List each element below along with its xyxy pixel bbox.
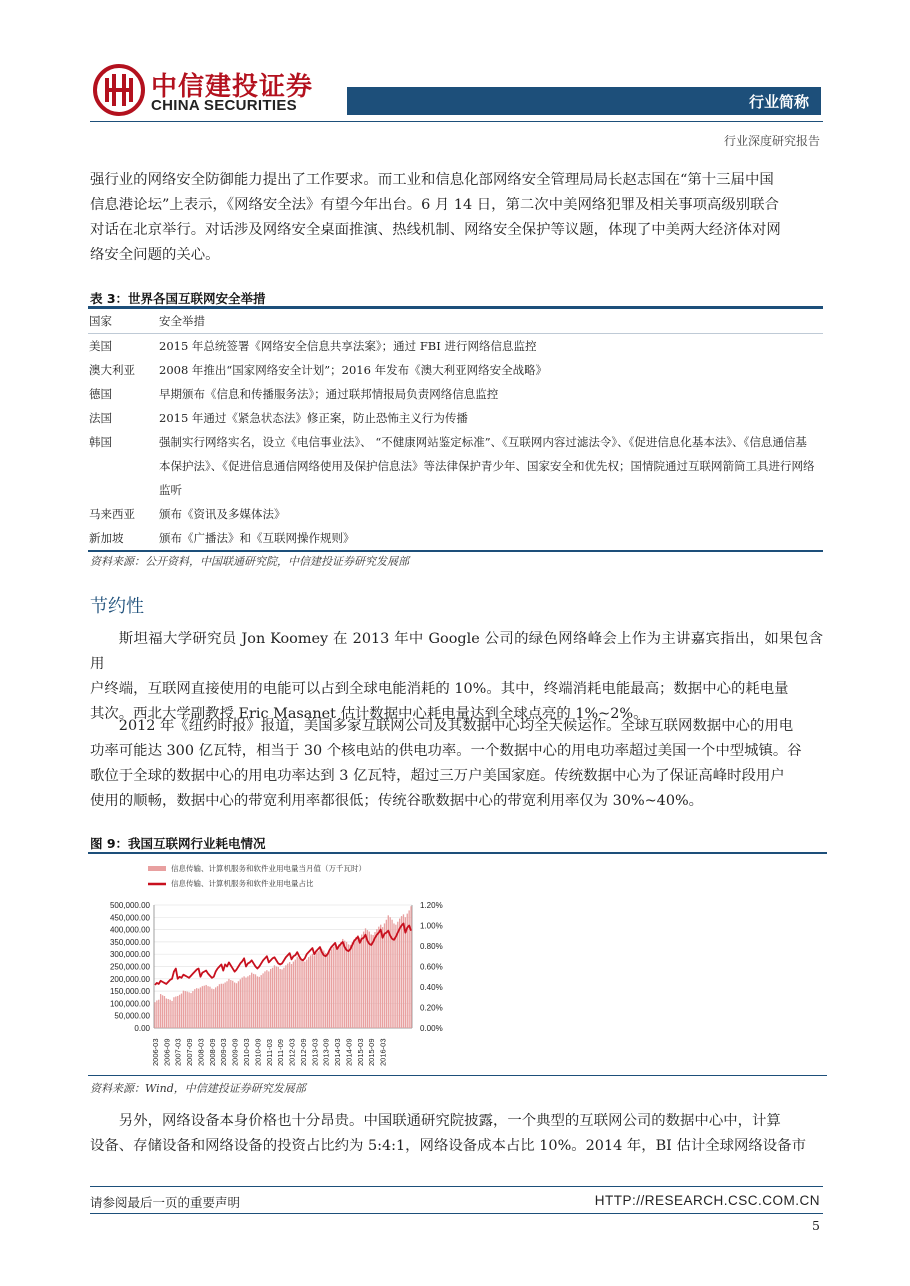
footer-notice: 请参阅最后一页的重要声明 xyxy=(90,1195,241,1210)
left-tick-label: 50,000.00 xyxy=(114,1011,150,1021)
legend-label: 信息传输、计算机服务和软件业用电量当月值（万千瓦时） xyxy=(171,864,366,873)
chart-bar xyxy=(226,981,227,1028)
chart-bar xyxy=(187,992,188,1028)
chart-bar xyxy=(295,960,296,1028)
chart-bar xyxy=(181,994,182,1028)
table-row xyxy=(88,334,823,359)
chart-bar xyxy=(304,962,305,1028)
chart-bar xyxy=(168,999,169,1028)
chart-bar xyxy=(243,976,244,1028)
chart-bar xyxy=(363,932,364,1028)
chart-bar xyxy=(257,976,258,1028)
chart-bar xyxy=(399,919,400,1028)
x-tick-label: 2007-03 xyxy=(173,1038,183,1066)
x-tick-label: 2012-03 xyxy=(287,1038,297,1066)
text-line: 其次。西北大学副教授 Eric Masanet 估计数据中心耗电量达到全球点亮的 1%~2%。 xyxy=(90,706,648,722)
chart-bar xyxy=(365,928,366,1028)
chart-bar xyxy=(207,986,208,1028)
x-tick-label: 2013-09 xyxy=(321,1038,331,1066)
text-line: 络安全问题的关心。 xyxy=(90,247,220,263)
x-tick-label: 2009-09 xyxy=(230,1038,240,1066)
paragraph-network-security xyxy=(90,168,823,268)
x-tick-label: 2011-09 xyxy=(276,1039,286,1066)
chart-bar xyxy=(314,955,315,1028)
left-tick-label: 200,000.00 xyxy=(109,974,150,984)
chart-bar xyxy=(270,969,271,1028)
row-country: 马来西亚 xyxy=(89,507,135,521)
chart-bar xyxy=(323,951,324,1028)
x-tick-label: 2010-03 xyxy=(242,1038,252,1066)
figure-source: 资料来源：Wind，中信建投证券研究发展部 xyxy=(90,1082,306,1095)
chart-bar xyxy=(382,927,383,1028)
chart-bar xyxy=(156,1000,157,1028)
chart-bar xyxy=(380,925,381,1028)
chart-bar xyxy=(160,994,161,1028)
chart-bar xyxy=(319,948,320,1028)
chart-bar xyxy=(289,962,290,1028)
chart-bar xyxy=(238,981,239,1028)
chart-bar xyxy=(384,923,385,1028)
chart-bar xyxy=(397,922,398,1028)
chart-bar xyxy=(372,935,373,1028)
chart-bar xyxy=(188,992,189,1028)
chart-bar xyxy=(230,980,231,1028)
chart-bar xyxy=(200,987,201,1028)
chart-bar xyxy=(198,989,199,1028)
paragraph-energy-consumption xyxy=(90,627,823,727)
chart-bar xyxy=(342,939,343,1028)
chart-bar xyxy=(329,952,330,1028)
table-row xyxy=(88,358,823,382)
chart-bar xyxy=(340,942,341,1028)
chart-bar xyxy=(378,927,379,1028)
row-measure: 2015 年通过《紧急状态法》修正案，防止恐怖主义行为传播 xyxy=(159,411,468,425)
chart-bar xyxy=(410,906,411,1028)
row-measure: 强制实行网络实名，设立《电信事业法》、 “不健康网站鉴定标准”、《互联网内容过滤法令》、《促进信息化基本法》、《信息通信基本保护法》、《促进信息通信网络使用及保护信息法》等法律保护青少年、国家安全和优先权；国情院通过互联网箭筒工具进行网络监听 xyxy=(159,435,815,497)
text-line: 设备、存储设备和网络设备的投资占比约为 5:4:1，网络设备成本占比 10%。2014 年，BI 估计全球网络设备市 xyxy=(90,1138,806,1154)
chart-bar xyxy=(274,965,275,1028)
table-title: 表 3：世界各国互联网安全举措 xyxy=(90,291,266,306)
chart-bar xyxy=(190,993,191,1028)
figure-bottom-rule xyxy=(88,1075,827,1076)
right-axis-ticks xyxy=(420,901,443,1033)
text-line: 2012 年《纽约时报》报道，美国多家互联网公司及其数据中心均全天候运作。全球互联网数据中心的用电 xyxy=(118,718,794,734)
legend-label: 信息传输、计算机服务和软件业用电量占比 xyxy=(171,879,314,888)
row-measure: 2008 年推出“国家网络安全计划”；2016 年发布《澳大利亚网络安全战略》 xyxy=(159,363,548,377)
table-row xyxy=(88,430,823,502)
chart-bar xyxy=(348,944,349,1028)
x-tick-label: 2006-03 xyxy=(150,1038,160,1066)
chart-bar xyxy=(333,947,334,1028)
x-tick-label: 2008-09 xyxy=(207,1038,217,1066)
row-country: 韩国 xyxy=(89,435,112,449)
chart-bar xyxy=(293,962,294,1028)
chart-bar xyxy=(386,920,387,1028)
brand-name-cn: 中信建投证券 xyxy=(151,72,314,102)
footer-divider-2 xyxy=(90,1213,823,1214)
left-tick-label: 300,000.00 xyxy=(109,950,150,960)
chart-bar xyxy=(401,916,402,1028)
text-line: 歌位于全球的数据中心的用电功率达到 3 亿瓦特，超过三万户美国家庭。传统数据中心为了保证高峰时段用户 xyxy=(90,768,785,784)
x-tick-label: 2015-03 xyxy=(355,1038,365,1066)
chart-bar xyxy=(283,968,284,1028)
chart-bar xyxy=(287,964,288,1028)
chart-legend xyxy=(148,863,366,888)
chart-bar xyxy=(234,982,235,1028)
table-row xyxy=(88,526,823,551)
chart-bar xyxy=(355,937,356,1028)
brand-name-en: CHINA SECURITIES xyxy=(151,97,297,114)
row-country: 德国 xyxy=(89,387,112,401)
footer-url[interactable]: HTTP://RESEARCH.CSC.COM.CN xyxy=(594,1193,820,1208)
chart-bar xyxy=(302,961,303,1028)
left-tick-label: 150,000.00 xyxy=(109,987,150,997)
chart-bar xyxy=(272,968,273,1028)
left-tick-label: 250,000.00 xyxy=(109,962,150,972)
table-source: 资料来源：公开资料，中国联通研究院，中信建投证券研究发展部 xyxy=(90,555,409,568)
row-measure: 早期颁布《信息和传播服务法》；通过联邦情报局负责网络信息监控 xyxy=(159,387,499,401)
chart-bar xyxy=(224,982,225,1028)
section-heading: 节约性 xyxy=(90,596,144,617)
right-tick-label: 0.80% xyxy=(420,942,443,951)
left-tick-label: 0.00 xyxy=(134,1024,150,1033)
chart-bar xyxy=(228,979,229,1028)
chart-bar xyxy=(169,1000,170,1028)
chart-bar xyxy=(223,984,224,1028)
text-line: 另外，网络设备本身价格也十分昂贵。中国联通研究院披露，一个典型的互联网公司的数据中心中，计算 xyxy=(118,1113,781,1129)
chart-bar xyxy=(194,989,195,1028)
chart-bar xyxy=(405,917,406,1028)
chart-bar xyxy=(285,965,286,1028)
chart-bar xyxy=(261,975,262,1028)
chart-bar xyxy=(310,955,311,1028)
chart-bar xyxy=(177,996,178,1028)
row-country: 澳大利亚 xyxy=(89,363,135,377)
chart-bar xyxy=(158,1000,159,1028)
chart-bar xyxy=(281,969,282,1028)
chart-bar xyxy=(306,960,307,1028)
chart-bar xyxy=(276,967,277,1029)
right-tick-label: 1.20% xyxy=(420,901,443,910)
text-line: 强行业的网络安全防御能力提出了工作要求。而工业和信息化部网络安全管理局局长赵志国在“第十三届中国 xyxy=(90,172,774,188)
row-country: 美国 xyxy=(89,339,112,353)
chart-bar xyxy=(352,942,353,1028)
power-consumption-chart xyxy=(90,858,825,1072)
x-axis-ticks xyxy=(151,1038,388,1066)
header-bar xyxy=(347,87,821,115)
x-tick-label: 2011-03 xyxy=(264,1039,274,1066)
chart-bar xyxy=(251,973,252,1028)
chart-bar xyxy=(211,989,212,1028)
left-tick-label: 450,000.00 xyxy=(109,913,150,923)
chart-bar xyxy=(213,989,214,1028)
chart-bar xyxy=(209,987,210,1028)
paragraph-nyt-report xyxy=(90,714,823,814)
left-tick-label: 400,000.00 xyxy=(109,925,150,935)
chart-bar xyxy=(300,959,301,1028)
chart-bar xyxy=(192,991,193,1028)
x-tick-label: 2010-09 xyxy=(253,1038,263,1066)
footer-divider xyxy=(90,1186,823,1187)
chart-bar xyxy=(266,970,267,1028)
row-measure: 颁布《资讯及多媒体法》 xyxy=(159,507,286,521)
chart-bar xyxy=(317,951,318,1028)
chart-bar xyxy=(247,976,248,1028)
x-tick-label: 2013-03 xyxy=(310,1038,320,1066)
chart-bar xyxy=(253,974,254,1028)
row-country: 新加坡 xyxy=(88,526,159,551)
left-tick-label: 100,000.00 xyxy=(109,999,150,1009)
chart-bar xyxy=(371,935,372,1028)
x-tick-label: 2007-09 xyxy=(185,1038,195,1066)
chart-bar xyxy=(350,945,351,1028)
left-tick-label: 500,000.00 xyxy=(109,901,150,910)
chart-bar xyxy=(264,971,265,1028)
table-header-row xyxy=(88,309,823,334)
text-line: 户终端，互联网直接使用的电能可以占到全球电能消耗的 10%。其中，终端消耗电能最高；数据中心的耗电量 xyxy=(90,681,789,697)
x-tick-label: 2012-09 xyxy=(298,1038,308,1066)
x-tick-label: 2014-03 xyxy=(333,1038,343,1066)
chart-bar xyxy=(395,925,396,1028)
chart-bar xyxy=(175,997,176,1028)
right-tick-label: 0.00% xyxy=(420,1024,443,1033)
chart-bar xyxy=(217,986,218,1028)
chart-bar xyxy=(245,978,246,1028)
chart-bar xyxy=(338,944,339,1028)
x-tick-label: 2008-03 xyxy=(196,1038,206,1066)
chart-bar xyxy=(367,930,368,1028)
table-row xyxy=(88,502,823,526)
chart-bar xyxy=(357,935,358,1028)
row-measure: 2015 年总统签署《网络安全信息共享法案》；通过 FBI 进行网络信息监控 xyxy=(159,339,537,353)
header-divider xyxy=(90,121,823,122)
right-tick-label: 0.60% xyxy=(420,962,443,972)
chart-bar xyxy=(278,967,279,1028)
paragraph-network-equipment xyxy=(90,1109,823,1159)
chart-bar xyxy=(162,995,163,1028)
chart-bar xyxy=(221,984,222,1028)
text-line: 功率可能达 300 亿瓦特，相当于 30 个核电站的供电功率。一个数据中心的用电功率超过美国一个中型城镇。谷 xyxy=(90,743,802,759)
chart-bar xyxy=(171,1001,172,1028)
text-line: 使用的顺畅，数据中心的带宽利用率都很低；传统谷歌数据中心的带宽利用率仅为 30%~40%。 xyxy=(90,793,704,809)
chart-bar xyxy=(391,920,392,1028)
chart-bar xyxy=(344,941,345,1028)
chart-bar xyxy=(154,1002,155,1028)
right-tick-label: 0.20% xyxy=(420,1003,443,1013)
chart-bar xyxy=(327,954,328,1028)
chart-bar xyxy=(196,988,197,1028)
chart-bar xyxy=(336,947,337,1028)
chart-bars xyxy=(154,906,411,1028)
chart-bar xyxy=(202,986,203,1028)
security-measures-table xyxy=(88,309,823,552)
chart-bar xyxy=(376,929,377,1028)
header-measure: 安全举措 xyxy=(159,309,823,334)
x-tick-label: 2016-03 xyxy=(378,1038,388,1066)
chart-bar xyxy=(206,985,207,1028)
chart-bar xyxy=(166,998,167,1028)
chart-bar xyxy=(291,964,292,1028)
row-measure: 颁布《广播法》和《互联网操作规则》 xyxy=(159,526,823,551)
chart-bar xyxy=(297,957,298,1028)
company-logo xyxy=(93,64,145,116)
chart-bar xyxy=(215,987,216,1028)
chart-bar xyxy=(236,983,237,1028)
chart-bar xyxy=(298,958,299,1028)
figure-title: 图 9：我国互联网行业耗电情况 xyxy=(90,836,266,851)
page-number: 5 xyxy=(812,1218,820,1233)
chart-bar xyxy=(219,984,220,1028)
x-tick-label: 2015-09 xyxy=(367,1038,377,1066)
table-row xyxy=(88,406,823,430)
legend-bar-swatch xyxy=(148,866,166,871)
x-tick-label: 2006-09 xyxy=(162,1038,172,1066)
row-country: 法国 xyxy=(89,411,112,425)
chart-bar xyxy=(374,932,375,1028)
report-type: 行业深度研究报告 xyxy=(723,134,820,148)
chart-bar xyxy=(353,939,354,1028)
chart-bar xyxy=(403,914,404,1028)
x-tick-label: 2009-03 xyxy=(219,1038,229,1066)
chart-bar xyxy=(164,996,165,1028)
chart-bar xyxy=(369,932,370,1028)
chart-bar xyxy=(346,942,347,1028)
chart-bar xyxy=(279,969,280,1028)
chart-bar xyxy=(359,937,360,1028)
chart-bar xyxy=(185,991,186,1028)
header-country: 国家 xyxy=(88,309,159,334)
chart-bar xyxy=(183,991,184,1028)
text-line: 信息港论坛”上表示，《网络安全法》有望今年出台。6 月 14 日，第二次中美网络犯罪及相关事项高级别联合 xyxy=(90,197,779,213)
chart-bar xyxy=(242,978,243,1028)
text-line: 对话在北京举行。对话涉及网络安全桌面推演、热线机制、网络安全保护等议题，体现了中美两大经济体对网 xyxy=(90,222,781,238)
left-axis-ticks xyxy=(110,901,151,1033)
right-tick-label: 1.00% xyxy=(420,921,443,931)
figure-top-rule xyxy=(88,852,827,854)
table-row xyxy=(88,382,823,406)
chart-bar xyxy=(312,954,313,1028)
chart-bar xyxy=(325,953,326,1028)
right-tick-label: 0.40% xyxy=(420,983,443,992)
chart-bar xyxy=(361,935,362,1028)
chart-bar xyxy=(308,957,309,1028)
chart-bar xyxy=(240,979,241,1028)
x-tick-label: 2014-09 xyxy=(344,1038,354,1066)
text-line: 斯坦福大学研究员 Jon Koomey 在 2013 年中 Google 公司的绿色网络峰会上作为主讲嘉宾指出，如果包含用 xyxy=(90,631,823,672)
left-tick-label: 350,000.00 xyxy=(109,937,150,947)
chart-bar xyxy=(262,973,263,1028)
chart-bar xyxy=(232,981,233,1028)
chart-bar xyxy=(316,953,317,1028)
chart-bar xyxy=(335,945,336,1028)
chart-bar xyxy=(331,949,332,1028)
chart-bar xyxy=(179,995,180,1028)
chart-bar xyxy=(268,971,269,1028)
chart-bar xyxy=(173,997,174,1028)
chart-bar xyxy=(321,949,322,1028)
chart-bar xyxy=(259,977,260,1028)
industry-label: 行业简称 xyxy=(748,93,809,111)
chart-bar xyxy=(249,975,250,1028)
chart-bar xyxy=(204,986,205,1028)
chart-bar xyxy=(255,974,256,1028)
